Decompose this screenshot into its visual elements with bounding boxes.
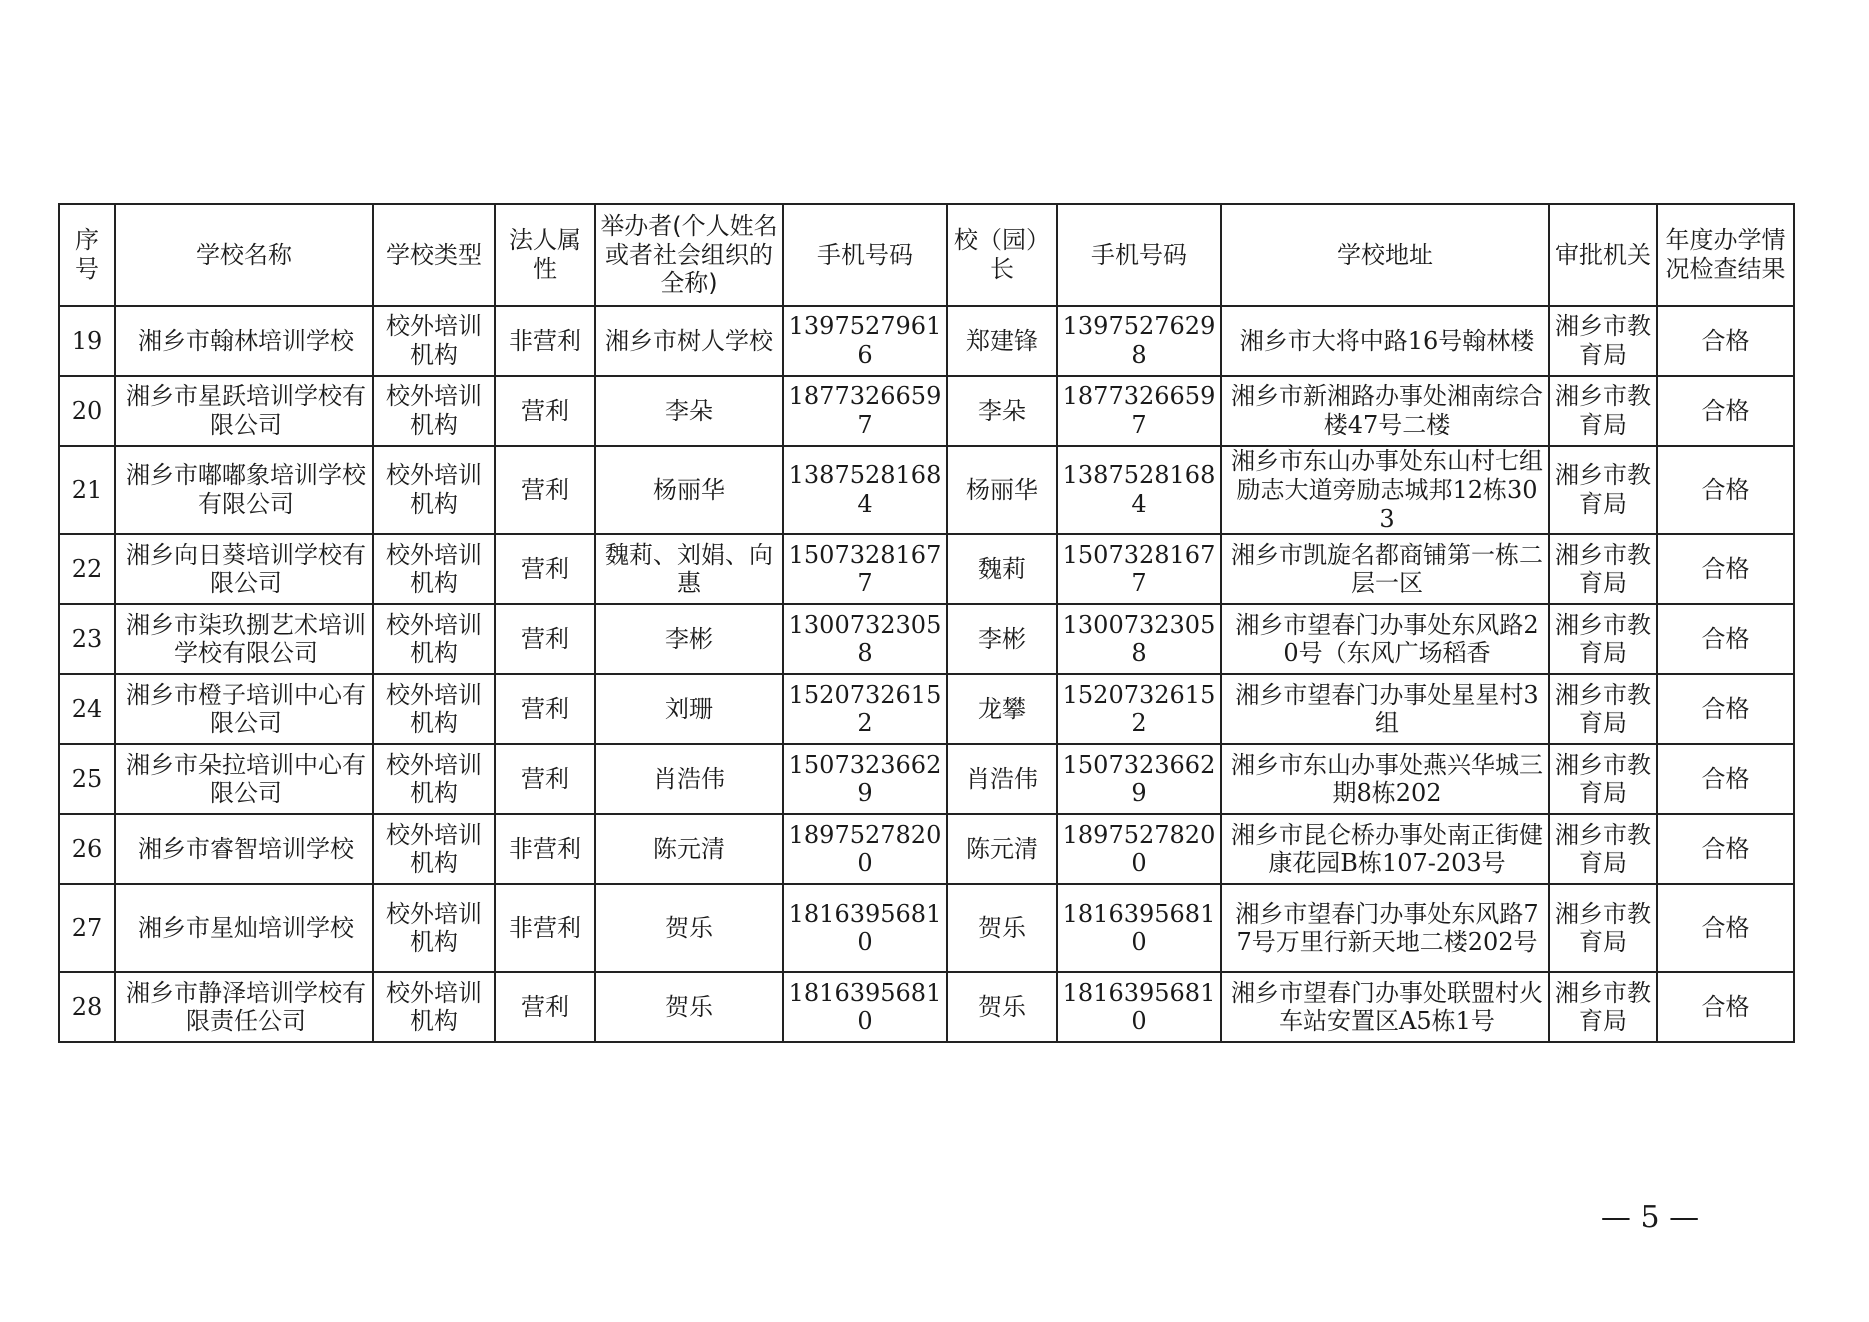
cell-index: 26 [59,814,115,884]
table-row [59,972,1794,1042]
header-school-name: 学校名称 [115,204,373,306]
header-school-type: 学校类型 [373,204,495,306]
cell-organizer-phone: 15073236629 [783,744,947,814]
cell-principal-phone: 18975278200 [1057,814,1221,884]
cell-principal-phone: 18773266597 [1057,376,1221,446]
cell-organizer: 贺乐 [595,884,783,972]
cell-principal-phone: 18163956810 [1057,972,1221,1042]
header-principal-phone: 手机号码 [1057,204,1221,306]
cell-school-name: 湘乡市嘟嘟象培训学校有限公司 [115,446,373,534]
cell-school-type: 校外培训机构 [373,376,495,446]
cell-principal-phone: 18163956810 [1057,884,1221,972]
school-table [58,203,1795,1043]
cell-approval-authority: 湘乡市教育局 [1549,534,1657,604]
cell-address: 湘乡市凯旋名都商铺第一栋二层一区 [1221,534,1549,604]
cell-legal-attribute: 非营利 [495,814,595,884]
cell-inspection-result: 合格 [1657,972,1794,1042]
cell-organizer: 肖浩伟 [595,744,783,814]
cell-approval-authority: 湘乡市教育局 [1549,884,1657,972]
table-body [59,306,1794,1042]
cell-index: 22 [59,534,115,604]
cell-school-name: 湘乡市睿智培训学校 [115,814,373,884]
cell-index: 21 [59,446,115,534]
cell-principal: 郑建锋 [947,306,1057,376]
cell-organizer-phone: 18773266597 [783,376,947,446]
cell-organizer: 李朵 [595,376,783,446]
cell-approval-authority: 湘乡市教育局 [1549,744,1657,814]
cell-principal: 陈元清 [947,814,1057,884]
cell-school-type: 校外培训机构 [373,972,495,1042]
cell-inspection-result: 合格 [1657,306,1794,376]
header-organizer: 举办者(个人姓名或者社会组织的全称) [595,204,783,306]
cell-school-name: 湘乡市星灿培训学校 [115,884,373,972]
cell-organizer-phone: 18163956810 [783,884,947,972]
cell-principal: 贺乐 [947,884,1057,972]
cell-organizer-phone: 13975279616 [783,306,947,376]
cell-legal-attribute: 营利 [495,604,595,674]
header-inspection-result: 年度办学情况检查结果 [1657,204,1794,306]
cell-legal-attribute: 营利 [495,534,595,604]
cell-school-name: 湘乡市橙子培训中心有限公司 [115,674,373,744]
cell-approval-authority: 湘乡市教育局 [1549,306,1657,376]
cell-index: 23 [59,604,115,674]
cell-organizer-phone: 15207326152 [783,674,947,744]
table-header-row [59,204,1794,306]
cell-organizer: 陈元清 [595,814,783,884]
cell-principal-phone: 15207326152 [1057,674,1221,744]
cell-index: 27 [59,884,115,972]
cell-principal-phone: 13007323058 [1057,604,1221,674]
cell-school-type: 校外培训机构 [373,814,495,884]
cell-school-type: 校外培训机构 [373,604,495,674]
cell-inspection-result: 合格 [1657,376,1794,446]
cell-index: 28 [59,972,115,1042]
cell-inspection-result: 合格 [1657,674,1794,744]
cell-school-name: 湘乡市静泽培训学校有限责任公司 [115,972,373,1042]
cell-inspection-result: 合格 [1657,446,1794,534]
cell-inspection-result: 合格 [1657,814,1794,884]
cell-address: 湘乡市望春门办事处星星村3组 [1221,674,1549,744]
cell-school-type: 校外培训机构 [373,534,495,604]
header-approval-authority: 审批机关 [1549,204,1657,306]
cell-approval-authority: 湘乡市教育局 [1549,604,1657,674]
cell-principal: 李彬 [947,604,1057,674]
cell-index: 25 [59,744,115,814]
cell-address: 湘乡市昆仑桥办事处南正街健康花园B栋107-203号 [1221,814,1549,884]
table-row [59,744,1794,814]
cell-organizer-phone: 13007323058 [783,604,947,674]
table-row [59,674,1794,744]
cell-legal-attribute: 非营利 [495,884,595,972]
cell-organizer-phone: 18163956810 [783,972,947,1042]
cell-principal: 贺乐 [947,972,1057,1042]
cell-legal-attribute: 营利 [495,972,595,1042]
header-principal: 校（园）长 [947,204,1057,306]
cell-school-name: 湘乡向日葵培训学校有限公司 [115,534,373,604]
cell-school-type: 校外培训机构 [373,306,495,376]
cell-organizer: 刘珊 [595,674,783,744]
cell-legal-attribute: 营利 [495,674,595,744]
cell-organizer: 贺乐 [595,972,783,1042]
cell-principal: 肖浩伟 [947,744,1057,814]
cell-school-name: 湘乡市柒玖捌艺术培训学校有限公司 [115,604,373,674]
cell-principal-phone: 13975276298 [1057,306,1221,376]
cell-legal-attribute: 营利 [495,744,595,814]
cell-address: 湘乡市新湘路办事处湘南综合楼47号二楼 [1221,376,1549,446]
header-organizer-phone: 手机号码 [783,204,947,306]
cell-organizer-phone: 18975278200 [783,814,947,884]
cell-address: 湘乡市东山办事处燕兴华城三期8栋202 [1221,744,1549,814]
cell-organizer: 杨丽华 [595,446,783,534]
cell-organizer: 李彬 [595,604,783,674]
cell-address: 湘乡市望春门办事处联盟村火车站安置区A5栋1号 [1221,972,1549,1042]
cell-address: 湘乡市望春门办事处东风路20号（东风广场稻香 [1221,604,1549,674]
header-index: 序号 [59,204,115,306]
cell-school-name: 湘乡市朵拉培训中心有限公司 [115,744,373,814]
cell-approval-authority: 湘乡市教育局 [1549,814,1657,884]
cell-principal: 龙攀 [947,674,1057,744]
cell-school-name: 湘乡市翰林培训学校 [115,306,373,376]
cell-organizer: 湘乡市树人学校 [595,306,783,376]
table-row [59,604,1794,674]
cell-inspection-result: 合格 [1657,604,1794,674]
cell-inspection-result: 合格 [1657,534,1794,604]
cell-school-type: 校外培训机构 [373,674,495,744]
cell-address: 湘乡市大将中路16号翰林楼 [1221,306,1549,376]
cell-principal: 魏莉 [947,534,1057,604]
cell-principal: 杨丽华 [947,446,1057,534]
cell-index: 19 [59,306,115,376]
table-row [59,814,1794,884]
cell-school-name: 湘乡市星跃培训学校有限公司 [115,376,373,446]
cell-principal: 李朵 [947,376,1057,446]
header-address: 学校地址 [1221,204,1549,306]
cell-approval-authority: 湘乡市教育局 [1549,376,1657,446]
table-row [59,376,1794,446]
table-row [59,306,1794,376]
cell-legal-attribute: 营利 [495,376,595,446]
cell-inspection-result: 合格 [1657,884,1794,972]
cell-approval-authority: 湘乡市教育局 [1549,446,1657,534]
table-row [59,446,1794,534]
cell-school-type: 校外培训机构 [373,446,495,534]
header-legal-attribute: 法人属性 [495,204,595,306]
cell-index: 24 [59,674,115,744]
cell-principal-phone: 13875281684 [1057,446,1221,534]
cell-approval-authority: 湘乡市教育局 [1549,972,1657,1042]
table-row [59,884,1794,972]
cell-school-type: 校外培训机构 [373,744,495,814]
cell-address: 湘乡市东山办事处东山村七组励志大道旁励志城邦12栋303 [1221,446,1549,534]
cell-approval-authority: 湘乡市教育局 [1549,674,1657,744]
cell-legal-attribute: 非营利 [495,306,595,376]
table-row [59,534,1794,604]
cell-organizer: 魏莉、刘娟、向惠 [595,534,783,604]
cell-address: 湘乡市望春门办事处东风路77号万里行新天地二楼202号 [1221,884,1549,972]
cell-principal-phone: 15073281677 [1057,534,1221,604]
cell-organizer-phone: 13875281684 [783,446,947,534]
cell-index: 20 [59,376,115,446]
cell-legal-attribute: 营利 [495,446,595,534]
cell-principal-phone: 15073236629 [1057,744,1221,814]
school-table-container [58,203,1795,1043]
cell-inspection-result: 合格 [1657,744,1794,814]
page-number: — 5 — [1600,1200,1700,1235]
cell-school-type: 校外培训机构 [373,884,495,972]
cell-organizer-phone: 15073281677 [783,534,947,604]
